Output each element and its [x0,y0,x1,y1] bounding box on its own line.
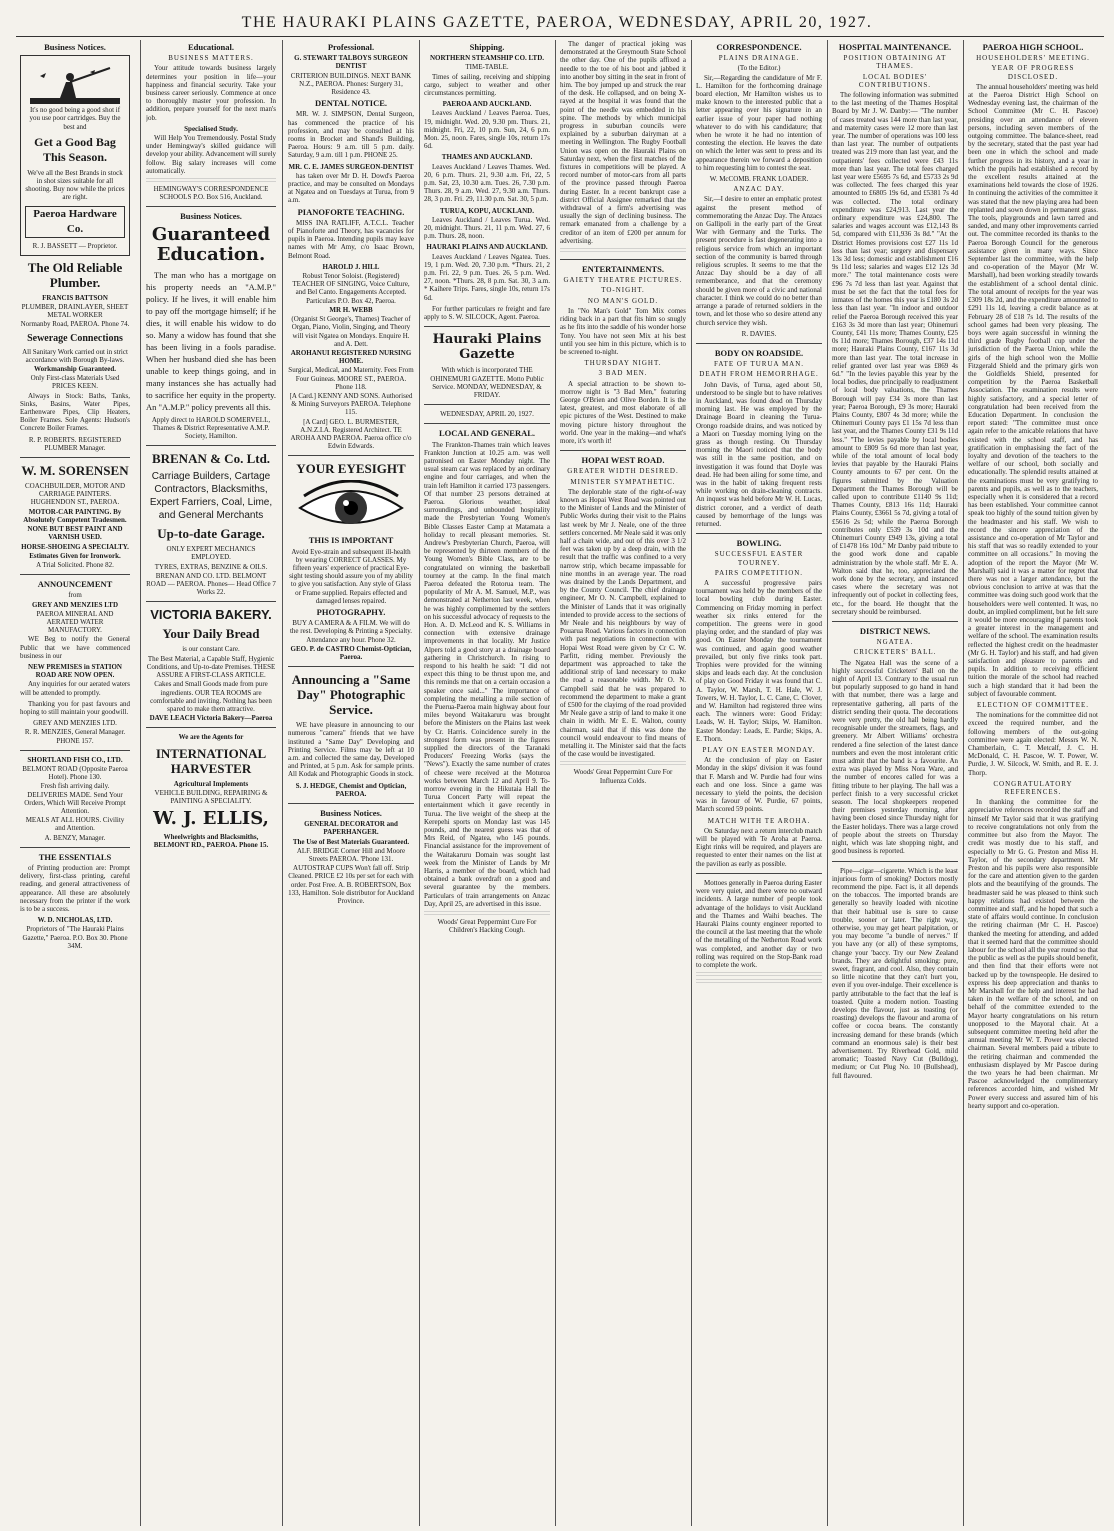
important-body: Avoid Eye-strain and subsequent ill-health by wearing CORRECT GLASSES. My fifteen years' experience of practical Eye-sight testing should assure you of my ability to give you satisfaction. Any style of Glass or Frame supplied. Repairs effected and damaged lenses repaired. [289,547,413,605]
divider [146,727,276,728]
local-general-headline: LOCAL AND GENERAL. [438,428,536,439]
bowling-headline: BOWLING. [736,538,782,549]
menzies-manager: R. R. MENZIES, General Manager. PHONE 157. [24,728,126,745]
implements-line: Agricultural Implements [173,779,249,788]
column-professional [288,40,414,1526]
photography-headline: PHOTOGRAPHY. [316,606,386,617]
ngatea-subhead: NGATEA. [876,638,914,647]
roberts-manager: R. P. ROBERTS. REGISTERED PLUMBER Manager. [28,435,122,452]
hauraki-plains-auckland: HAURAKI PLAINS AND AUCKLAND. [426,243,548,252]
kenny-card: [A Card.] KENNY AND SONS. Authorised & Mining Surveyors PAEROA. Telephone 115. [289,391,413,417]
column-educational [146,40,276,1526]
divider [424,326,550,327]
ngatea-body: The Ngatea Hall was the scene of a highly successful Cricketers' Ball on the night of April 13. Contrary to the usual run but popularly supposed to go hand in hand with that number, there was a large and representative gathering, all parts of the district sending their quota. The decorations were very pretty, the old hall being hardly recognisable under the streamers, flags, and greenery. Mr Albert Williams' orchestra rendered a fine selection of the latest dance numbers and even the most intolerant critic must admit that the band is a favourite. An extra was played by Miss Nora Ware, and the number of encores called for was a fitting tribute to her playing. The hall was a perfect finish to a very successful cricket season. The local shopkeepers reopened their premises yesterday morning, after having been closed since Thursday night for the Easter holidays. There was a large crowd of people about the streets on Thursday night, which was late shopping night, and good business is reported. [832,658,958,856]
minister-subhead: MINISTER SYMPATHETIC. [570,477,676,486]
hardware-proprietor: R. J. BASSETT — Proprietor. [32,241,118,250]
business-matters-headline: BUSINESS MATTERS. [168,54,254,63]
body-roadside-headline: BODY ON ROADSIDE. [714,347,804,358]
battson-address: Normanby Road, PAEROA. Phone 74. [20,320,130,329]
hedge-name: S. J. HEDGE, Chemist and Optician, PAEROA. [295,781,407,798]
column-hospital [832,40,958,1526]
hauraki-times: Leaves Auckland / Leaves Ngatea. Tues. 19, 1 p.m. Wed. 20, 7.30 p.m. *Thurs. 21, 2 p.m. Fri. 22, 9 p.m. Tues. 26, 5 p.m. Wed. 27, noon. *Thurs. 28, 8 p.m. Sat. 30, 3 a.m. * Kaihere Trips. Fares, single 10s, return 17s 6d. [424,252,550,302]
business-matters-body: Your attitude towards business largely determines your position in life—your happiness and financial security. Take your business career seriously. Commence at once to thoroughly master your profession. In addition, prepare yourself for the next man's job. [146,64,276,122]
column-correspondence [696,40,822,1526]
webb-name: MR H. WEBB [329,305,373,314]
meals-notice: MEALS AT ALL HOURS. Civility and Attention. [25,816,125,833]
easter-tourney: SUCCESSFUL EASTER TOURNEY. [714,550,804,567]
woods-advert: Woods' Great Peppermint Cure For Influenza Colds. [573,768,673,785]
trial-notice: A Trial Solicited. Phone 82. [36,560,114,569]
hemingway-address: HEMINGWAY'S CORRESPONDENCE SCHOOLS P.O. Box 516, Auckland. [153,185,269,202]
year-progress: YEAR OF PROGRESS DISCLOSED. [991,64,1075,81]
dateline: WEDNESDAY, APRIL 20, 1927. [440,410,534,419]
further-particulars: For further particulars re freight and fare apply to S. W. SILCOCK, Agent. Paeroa. [424,304,550,322]
guaranteed-education-headline: Guaranteed Education. [151,223,271,265]
turua-times: Leaves Auckland / Leaves Turua. Wed. 20, midnight. Thurs. 21, 11 p.m. Wed. 27, 6 p.m. Thurs. 28, noon. [424,215,550,241]
gazette-subtitle: With which is incorporated THE OHINEMURI GAZETTE. Motto Public Service. MONDAY, WEDNESDAY, & FRIDAY. [430,366,544,399]
divider [424,423,550,424]
pipe-advert-body: Pipe—cigar—cigarette. Which is the least injurious form of smoking? Doctors mostly recommend the pipe. Fact is, it all depends on the tobaccos. The imported brands are generally so heavily loaded with nicotine that their habitual use is sure to cause trouble, sooner or later. The right way, otherwise, you may get heart palpitation, or you may become "a bundle of nerves." If you have any (or all) of these symptoms, change your 'baccy. Try our New Zealand brands. They are delightful smoking: pure, sweet, fragrant, and cool. Also, they contain so little nicotine that they can't hurt you, even if you over-indulge. Their excellence is partly attributable to the fact that the leaf is toasted. Quite a modern notion. Toasting develops the flavour, just as toasting (or roasting) develops the flavour and aroma of coffee or cocoa beans. The constantly increasing demand for these brands (which command an enormous sale) is their best advertisement. Try Riverhead Gold, mild aromatic; Toasted Navy Cut (Bulldog), medium; or Cut Plug No. 10 (Bullshead), full flavoured. [832,866,958,1080]
ellis-body: Wheelwrights and Blacksmiths, BELMONT RD., PAEROA. Phone 15. [153,833,269,850]
bread-body: The Best Material, a Capable Staff, Hygienic Conditions, and Up-to-date Premises. THESE ASSURE A FIRST-CLASS ARTICLE. [146,654,276,680]
section-heading: Shipping. [469,42,505,52]
benzy-manager: A. BENZY, Manager. [44,833,106,842]
bag-body: We've all the Best Brands in stock in shot sizes suitable for all shooting. Buy now while the prices are right. [25,168,125,202]
nicholas-name: W. D. NICHOLAS, LTD. [37,916,113,925]
hospital-headline: HOSPITAL MAINTENANCE. [838,42,952,52]
column-rule [827,40,828,1526]
plumber-headline: The Old Reliable Plumber. [27,259,123,290]
timetable-body: Times of sailing, receiving and shipping cargo, subject to weather and other circumstances permitting. [424,72,550,98]
election-committee: ELECTION OF COMMITTEE. [976,701,1090,710]
james-body: has taken over Mr D. H. Dowd's Paeroa practice, and may be consulted on Mondays at Ngatea and on Tuesdays at Turua, from 9 a.m. [288,171,414,205]
congratulatory-references: CONGRATULATORY REFERENCES. [993,779,1073,797]
divider [146,206,276,207]
column-news [560,40,686,1526]
important-headline: THIS IS IMPORTANT [308,535,394,546]
arohanui-name: AROHANUI REGISTERED NURSING HOME. [290,348,412,366]
announcement-from: from [68,591,82,600]
essentials-headline: THE ESSENTIALS [38,851,112,862]
te-aroha-match: MATCH WITH TE AROHA. [707,816,811,825]
correspondence-headline: CORRESPONDENCE. [716,42,802,52]
section-heading: Professional. [327,42,375,52]
brenan-services: Carriage Builders, Cartage Contractors, Blacksmiths, Expert Farriers, Coal, Lime, and General Merchants [149,471,273,522]
to-the-editor: (To the Editor.) [737,64,781,73]
brenan-address: BRENAN AND CO. LTD. BELMONT ROAD — PAEROA. Phones— Head Office 7 Works 22. [146,571,276,597]
no-mans-gold: NO MAN'S GOLD. [587,296,659,305]
turua-kopu: TURUA, KOPU, AUCKLAND. [440,206,534,215]
fish-company: SHORTLAND FISH CO., LTD. [27,755,123,764]
grey-menzies-sign: GREY AND MENZIES LTD. [33,719,117,728]
anzac-signature: R. DAVIES. [741,329,777,338]
hemorrhage: DEATH FROM HEMORRHAGE. [699,370,819,379]
column-high-school [968,40,1098,1526]
hardware-ad [20,55,130,256]
divider [832,621,958,622]
divider [288,803,414,804]
news-body: The danger of practical joking was demonstrated at the Greymouth State School the other day. One of the pupils affixed a needle to the toe of his boot and jabbed it into another boy sitting in the seat in front of him. The boy jumped up and struck the rear of the desk. He collapsed, and on being X-rayed at the hospital it was found that the point of the needle was embedded in his spine. The methods by which municipal progress in suburban councils were explained by a suburban dairyman at a meeting in Wellington. The Rugby Football Union was open on the Hauraki Plains on Saturday next, when the first matches of the fixtures in competitions will be played. A record number of motor-cars from all parts of the province passed through Paeroa during Easter. In a recent bankrupt case a district Official Assignee remarked that the withdrawal of a firm's advertising was usually the sign of declining business. The remark emanated from a challenge by a creditor of an item of £200 per annum for advertising. [560,40,686,245]
column-shipping [424,40,550,1526]
aerated-water: PAEROA MINERAL AND AERATED WATER MANUFACTORY. [36,609,114,635]
body-roadside-body: John Davis, of Turua, aged about 50, understood to be single but to have relatives in Auckland, was found dead on Thursday morning last. He was employed by the Drainage Board in cleaning the Turua-Orongo roadside drains, and was noticed by a Maori on Tuesday morning lying on the grass as though resting. On Thursday morning the Maori noticed that the body was still in the same position, and on investigation it was found that Doyle was dead. He had been ailing for some time, and was in the habit of taking frequent rests while working on drain-cleaning contracts. An inquest was held before Mr W. H. Lucas, district coroner, and a verdict of death caused by hemorrhage of the lungs was returned. [696,380,822,528]
pianoforte-body: MISS INA RATLIFF, A.T.C.L. Teacher of Pianoforte and Theory, has vacancies for pupils in Paeroa. Intending pupils may leave names with Mr Amy, c/o Isaac Brown, Belmont Road. [288,218,414,260]
masthead-rule [16,36,1104,37]
james-name: MR. C. E. JAMES SURGEON-DENTIST [288,162,414,171]
harvester-headline: INTERNATIONAL HARVESTER [155,745,267,776]
householders-meeting: HOUSEHOLDERS' MEETING. [976,54,1090,63]
local-general-body: The Frankton-Thames train which leaves Frankton Junction at 10.25 a.m. was well patronised on Easter Monday night. The usual steam car was replaced by an ordinary engine and four carriages, and when the train left Hamilton it carried 173 passengers. Of that number 23 persons detrained at Paeroa. Glorious weather, ideal surroundings, and unbounded hospitality made the Presbyterian Young Women's Bible Classes Easter Camp at Matamata a holiday to recall pleasant memories. St. Andrew's Presbyterian Church, Paeroa, will be represented by thirteen members of the Young Women's Bible Class, are to be congratulated on winning the basketball tourney at the camp. In the final match Paeroa defeated the Rotorua team. The popularity of Mr A. M. Samuel, M.P., was demonstrated at Netherton last week, when he was highly complimented by the settlers on his successful advocacy of requests to the Hon. A. D. McLeod and K. S. Williams in connection with extensive drainage improvements in that locality. Mr Justice Alpers told a good story at a drainage board gathering in Christchurch. In rising to respond to his health he said: "I did not expect this thing to be thrust upon me, and this reminds me that on a certain occasion a speaker once said..." The importance of completing the metalling a mile section of the Puerua-Paeroa main highway about four miles beyond Waitakaruru was brought before the Ministers on the Plains last week by Cr. Harris. Coincidence surely in the strongest form was present in the figures supplied the directors of the Taranaki Producers' Freezing Works (says the "News"). Exactly the same number of crates of cheese were received at the Moturoa works between March 12 and April 9. To-morrow evening in the Hikutaia Hall the Turua Concert Party will repeat the entertainment which it gave recently in Turua. The live weight of the sheep at the Kerepehi sports on Monday last was 145 pounds, and the nearest guess was that of Mrs Reid, of Ngatea, who 145 pounds. Financial assistance for the improvement of the Waitakaruru Domain was sought last week from the Minister of Lands by Mr Harris, a member of the board, which had obtained a bank overdraft on a good and several guarantee by the members. Particulars of train arrangements on Anzac Day, April 25, are advertised in this issue. [424,440,550,908]
battson-trade: PLUMBER, DRAINLAYER, SHEET METAL WORKER [21,303,129,320]
hopai-headline: HOPAI WEST ROAD. [581,455,665,466]
divider [288,666,414,667]
column-rule [140,40,141,1526]
divider [560,450,686,451]
notify-text: WE Beg to notify the General Public that we have commenced business in our [20,635,130,660]
agents-line: We are the Agents for [178,733,244,742]
plains-drainage: PLAINS DRAINAGE. [718,54,800,63]
column-rule [691,40,692,1526]
tonight: TO-NIGHT. [601,286,645,295]
talboys-name: G. STEWART TALBOYS SURGEON DENTIST [294,54,408,71]
mechanics-notice: ONLY EXPERT MECHANICS EMPLOYED. [166,545,256,562]
eye-illustration-icon [296,480,406,532]
entertainments-headline: ENTERTAINMENTS. [582,264,664,275]
specialised-study-body: Will Help You Tremendously. Postal Study under Hemingway's skilled guidance will develop your ability. Advancement will surely follow. Big salary increases will come automatically. [146,134,276,175]
paeroa-auckland: PAEROA AND AUCKLAND. [442,100,532,109]
cricketers-ball: CRICKETERS' BALL. [853,648,937,657]
webb-body: (Organist St George's, Thames) Teacher of Organ, Piano, Violin, Singing, and Theory will visit Ngatea on Mondays. Enquire H. and A. Dett. [291,315,411,348]
three-bad-men-body: A special attraction to be shown to-morrow night is "3 Bad Men," featuring George O'Brien and Olive Borden. It is the latest, greatest, and most elaborate of all epic pictures of the West. Destined to make moving picture history throughout the world. One year in the making—and what's more, it's worth it! [560,379,686,445]
drainage-signatures: W. McCOMB. FRANK LOADER. [709,175,809,184]
bag-headline: Get a Good Bag This Season. [34,134,116,164]
hill-body: Robust Tenor Soloist. (Registered) TEACHER OF SINGING, Voice Culture, and Bel Canto. Engagements Accepted. Particulars P.O. Box 42, Paeroa. [292,272,410,305]
leach-name: DAVE LEACH Victoria Bakery—Paeroa [149,714,273,723]
column-rule [419,40,420,1526]
dental-notice-body: MR. W. J. SIMPSON, Dental Surgeon, has commenced the practice of his profession, and may be consulted at his rooms in Brocket and Shand's Building, Paeroa. Hours: 9 a.m. till 5 p.m. daily. Saturday, 9 a.m. till 1 p.m. PHONE 25. [288,110,414,160]
motorcar-painting: MOTOR-CAR PAINTING. By Absolutely Competent Tradesmen. [23,507,127,524]
divider [288,455,414,456]
column-rule [963,40,964,1526]
bowling-body: A successful progressive pairs tournament was held by the members of the local bowling club during Easter. Commencing on Friday morning in perfect weather six rinks entered for the competition. The greens were in good playing order, and the standard of play was good. On Easter Monday the tournament was continued, and again good weather prevailed, but only five rinks took part. Trophies were provided for the winning skips and leads each day. At the conclusion of play on Good Friday it was found that C. A. Taylor, W. Marsh, T. H. Hale, W. J. Towers, W. H. Taylor, L. C. Cane, C. Clover, and W. Hamilton had registered three wins each. The winners were: Good Friday: Leads, W. H. Taylor; Skips, W. Hamilton. Easter Monday: Leads, E. Pardie; Skips, A. E. Thorn. [696,578,822,743]
divider [424,404,550,405]
hospital-body: The following information was submitted to the last meeting of the Thames Hospital Board by Mr J. W. Danby:— "The number of cases treated was 144 more than last year, and maternity cases were 12 more than last year. The number of operations was 100 less than last year. The number of outpatients treated was 219 more than last year, and the outpatients' fees collected were £43 11s more than last year. The total fees charged last year were £5695 7s 6d, and £5733 2s 9d was collected. The fees charged this year amounted to £6805 19s 6d, and £5381 7s 4d was collected. The total ordinary expenditure was £24,913. Last year the ordinary expenditure was £24,800. The salaries and wages account was £12,143 8s 5d, compared with £11,936 3s 8d." "At the District Homes provisions cost £27 11s 1d less than last year; surgery and dispensary 13s 3d less; domestic and establishment £16 9s 11d less; salaries and wages £12 12s 3d more." The total maintenance costs were £96 7s 7d less than last year. Against that must be set the fact that the total fees for inmates of the homes this year is £180 3s 2d less than last year. "In indoor and outdoor relief the Paeroa Borough received this year £163 3s 3d more than last year; Ohinemuri County, £41 11s more; Thames County, £25 0s 11d more; Thames Borough, £37 14s 11d more; Hauraki Plains County, £167 11s 3d more than last year. The total increase in relief granted over last year was £869 4s 6d." "In the levies payable this year by the local bodies, due principally to readjustment of local body valuations, the Thames Borough will pay £34 3s more than last year; Paeroa Borough, £9 3s more; Hauraki Plains County, £807 4s 3d more; while the Ohinemuri County pays £1 15s 7d less than last year, and the Thames County £31 9s 11d less." "The levies payable by local bodies amount to £809 5s 6d more than last year, while of the total amount of local body levies that payable by the Hauraki Plains County amounts to 67 per cent. On the figures submitted by the Valuation Department the Thames Borough will be called upon to contribute £1140 9s 11d; Thames County, £813 16s 11d; Hauraki Plains County, £3661 5s 7d, giving a total of £5616 2s 5d; while the Paeroa Borough contributes only £539 3s 10d and the Ohinemuri County £949 13s, giving a total of £1478 16s 10d." Mr Danby paid tribute to the good work done and capable administration by the whole staff. Mr E. A. Walton said that he, too, appreciated the work done by the secretary, and instanced cases where the secretary was not infrequently out of pocket in collecting fees, etc., for the board. He thought that the secretary should be reimbursed. [832,91,958,616]
section-heading-2: Business Notices. [180,211,242,222]
hopai-body: The deplorable state of the right-of-way known as Hopai West Road was pointed out to the Minister of Lands and the Minister of Public Works during their visit to the Plains last week by Mr J. Neale, one of the three settlers concerned. Mr Neale said it was only half a chain wide, and out of this over 3 1/2 feet was taken up by a deep drain, with the result that the traffic was confined to a very narrow strip, which became impassable for nine months in an average year. The road was drained by the Lands Department, and by the County Council. The chief drainage engineer, Mr O. N. Campbell, explained to the Minister of Lands that it was originally intended to provide access to the sections of Mr Neale and his neighbours by way of Pouarua Road. Various factors in connection with past negotiations in connection with Hopai West Road were given by Cr C. W. Parfitt, riding member. Previously the department was approached to take the additional strip of land necessary to make the road a reasonable width. Mr O. N. Campbell said that he was prepared to recommend the department to make a grant of £500 for the clayimg of the road provided Mr Neale gave a strip of land to make it one chain in width. Mr E. E. Walton, county chairman, said that if this was done the council would endeavour to find means of metalling it. The Minister said that the facts of the case would be investigated. [560,487,686,759]
cakes-body: Cakes and Small Goods made from pure ingredients. OUR TEA ROOMS are comfortable and inviting. Nothing has been spared to make them attractive. [150,680,272,713]
gaiety-theatre: GAIETY THEATRE PICTURES. [563,276,683,285]
divider [560,259,686,260]
sorensen-trade: COACHBUILDER, MOTOR AND CARRIAGE PAINTERS. HUGHENDON ST., PAEROA. [24,482,126,507]
autostrop-notice: AUTOSTRAP CUPS Won't fall off. Strip Cleaned. PRICE £2 10s per set for each with order. Post Free. A. B. ROBERTSON, Box 133, Hamilton. Sole distributor for Auckland Province. [288,864,414,906]
ironwork-notice: Estimates Given for Ironwork. [29,551,121,560]
inquiries-text: Any inquiries for our aerated waters will be attended to promptly. [20,680,130,697]
divider [696,533,822,534]
high-school-headline: PAEROA HIGH SCHOOL. [982,42,1084,52]
steamship-company: NORTHERN STEAMSHIP CO. LTD. [429,54,545,63]
somervell-contact: Apply direct to HAROLD SOMERVELL, Thames & District Representative A.M.P. Society, Hamilton. [151,415,271,441]
hardware-name: Paeroa Hardware Co. [25,206,125,238]
thanking-text: Thanking you for past favours and hoping to still maintain your goodwill. [20,699,130,716]
drainage-letter: Sir,—Regarding the candidature of Mr F. L. Hamilton for the forthcoming drainage board election, Mr Hamilton wishes us to make known to the interested public that a letter appearing over his signature in an earlier issue of your paper had nothing whatever to do with his candidature; that when he wrote it he had no intention of contesting the election. He leaves the date on which the letter was sent to press and its appearance therein we forward a deposition to him requesting him to contest the seat. [696,73,822,172]
turua-man: FATE OF TURUA MAN. [713,360,805,369]
new-premises: NEW PREMISES in STATION ROAD ARE NOW OPEN. [28,662,122,680]
easter-monday-play: PLAY ON EASTER MONDAY. [702,746,816,755]
hopai-subhead: GREATER WIDTH DESIRED. [567,467,679,476]
specialised-study: Specialised Study. [184,124,238,133]
garage-headline: Up-to-date Garage. [157,526,265,542]
talboys-address: CRITERION BUILDINGS. NEXT BANK N.Z., PAEROA. Phones: Surgery 31, Residence 43. [290,71,412,97]
position-thames: POSITION OBTAINING AT THAMES. [843,54,947,71]
column-rule [555,40,556,1526]
victoria-bakery-headline: VICTORIA BAKERY. [150,607,272,623]
guaranteed-education-body: The man who has a mortgage on his property needs an "A.M.P." policy. If he lives, it will enable him to pay off the mortgage himself; if he dies, it will enable his widow to do so. Many a widow has found that she has been living in a fools paradise. When her husband died she has been unable to keep things going, and in many instances she has actually had to sacrifice her equity in the property. An "A.M.P." policy prevents all this. [146,269,276,412]
daily-bread-sub: is our constant Care. [182,645,240,654]
stock-list: Always in Stock: Baths, Tanks, Sinks, Basins, Water Pipes, Earthenware Pipes, Clip Heaters, Boiler Frames. Sole Agents: Hudson's Concrete Boiler Frames. [20,391,130,433]
misc-news-body: Mottoes generally in Paeroa during Easter were very quiet, and there were no outward incidents. A large number of people took advantage of the holidays to visit Auckland and the Thames and Waihi beaches. The Hauraki Plains county engineer reported to the council at the last meeting that the whole of the metalling of the Netherton Road work was completed, and another day or two rolling was required on the Stop-Bank road to complete the work. [696,878,822,969]
section-heading: Educational. [187,42,235,52]
hunter-illustration-icon [30,62,120,104]
photography-body: BUY A CAMERA & A FILM. We will do the rest. Developing & Printing a Specialty. Attendance any hour. Phone 32. [289,619,413,644]
sorensen-name: W. M. SORENSEN [21,463,129,479]
paeroa-auckland-times: Leaves Auckland / Leaves Paeroa. Tues, 19, midnight. Wed. 20, 9.30 pm. Thurs. 21, midnight. Fri, 22, 10 p.m. Sun, 24, 6 p.m. Mon. 25, noon. Fares, single 10s, return 17s 6d. [424,109,550,151]
arohanui-body: Surgical, Medical, and Maternity. Fees From Four Guineas. MOORE ST., PAEROA. Phone 118. [288,366,414,391]
timetable-headline: TIME-TABLE. [465,63,509,72]
pianoforte-headline: PIANOFORTE TEACHING. [297,206,405,217]
congratulatory-body: In thanking the committee for the appreciative references recorded the staff and himself Mr Taylor said that it was gratifying to receive congratulations not only from the committee but also from the Mayor. The credit was mostly due to his staff, and especially to Mr G. G. Preston and Miss H. Taylor, of the secondary department. Mr Preston and his pupils were also responsible for the care and attention given to the garden plots and the beautifying of the grounds. The headmaster said he was pleased to think such happy relations had existed between the committee and staff, and he hoped that such a state of affairs would continue. In conclusion the retiring chairman (Mr C. H. Pascoe) thanked the meeting for attending, and added that it seemed hard that the committee should labour for the school all the year round so that the public as well as the pupils should benefit, and then find that their efforts were not backed up by the townspeople. He desired to express his deep appreciation and thanks to Mr Marshall for the help and interest he had taken in the welfare of the school, and on behalf of the committee extended to the Mayor hearty congratulations on his return unopposed to the Mayoral chair. At a subsequent committee meeting held after the annual meeting Mr W. T. Power was elected chairman. Several members paid a tribute to the retiring chairman and commended the enthusiasm displayed by Mr Pascoe during the two years he had been chairman. Mr Pascoe acknowledged the complimentary references accorded him, and wished Mr Power every success and assured him of his hearty support and co-operation. [968,798,1098,1110]
tyres-notice: TYRES, EXTRAS, BENZINE & OILS. [154,562,268,571]
varnish-notice: NONE BUT BEST PAINT AND VARNISH USED. [27,525,123,542]
high-school-body: The annual householders' meeting was held at the Paeroa District High School on Wednesday evening last, the chairman of the School Committee (Mr C. H. Pascoe) presiding over an attendance of eleven persons, including seven members of the outgoing committee. The balance-sheet, read by the secretary, stated that the past year had been one in which the school and made further progress in its history, and a year in which the pupils had established a record by the excellent results attained at the examinations held towards the close of 1926. In continuing the activities of the committee it was stated that the new playing area had been replanted and sown down in permanent grass. The tools, playgrounds and lawn tarred and sanded, and many other improvements carried out. The committee recorded its thanks to the Paeroa Borough Council for the generous assistance given in many ways. Since September last the committee, with the help and co-operation of the Mayor (Mr W. Marshall), had been working steadily towards the establishment of a school dental clinic. The total amount of receipts for the year was £309 18s 2d, and the expenditure amounted to £291 11s 1d, leaving a credit balance as at February 28 of £18 7s 1d. The results of the school games had been very pleasing. The boys were again successful in winning the third grade Rugby football cup under the jurisdiction of the Paeroa Union, while the girls of the high school won the Mollie Fitzgerald Shield and the primary girls won the Goldfields Shield, presented for competition by the Paeroa Basketball Association. The examination results were highly satisfactory, and a special letter of congratulation had been received from the Education Department. In conclusion the report stated: "The committee must once again refer to the amicable relations that have existed with the school staff, and has gratification in emphasising the fact of the loyalty and devotion of the teachers to the welfare of our school, both socially and educationally. The splendid results attained at the examinations must be very gratifying to parents and pupils, as well as to the teachers, especially when it is considered that a record has been established. Your committee cannot speak too highly of the sound tuition given by the headmaster and his staff. We wish to record the sincere appreciation of the assistance and co-operation of Mr Taylor and his staff that was so readily extended to your committee on all occasions." In moving the adoption of the report the Mayor (Mr W. Marshall) said it was a matter for regret that there was not a larger attendance, but the obvious conclusion to arrive at was that the committee was doing such good work that the householders were well contented. It was, no doubt, an implied compliment, but he felt sure it would be more encouraging if parents took a greater interest in the management and welfare of the school. The examination results reflected the highest credit on the headmaster (Mr G. H. Taylor) and his staff, and had given satisfaction and pleasure to parents and pupils. In addition to receiving efficient tuition the morale of the school had reached such a high standard that it had been the subject of favourable comment. [968,82,1098,698]
decorator-headline: GENERAL DECORATOR and PAPERHANGER. [304,820,398,837]
text-lines [424,911,550,917]
anzac-day: ANZAC DAY. [733,185,785,194]
de-castro-name: GEO. P. de CASTRO Chemist-Optician, Paeroa. [290,644,412,661]
anzac-letter: Sir,—I desire to enter an emphatic protest against the present method of commemorating the Anzac Day. The Anzacs on Gallipoli in the early part of the Great War with Germany and the Turks. The present procedure is fast degenerating into a religious service from which an important section of the community is barred through religious scruples. It seems to me that the Anzac Day should be a day of all rememberance, and that the ceremony should be given more of a civic and national character. I think we could do no better than arrange a parade of returned soldiers in the town, and let those who so desire attend any church service they wish. [696,195,822,327]
pairs-competition: PAIRS COMPETITION. [714,568,804,577]
te-aroha-body: On Saturday next a return interclub match will be played with Te Aroha at Paeroa. Eight rinks will be required, and players are requested to enter their names on the list at the pavilion as early as possible. [696,826,822,868]
daily-bread: Your Daily Bread [162,626,260,642]
divider [20,574,130,575]
fish-body: Fresh fish arriving daily. DELIVERIES MADE. Send Your Orders, Which Will Receive Prompt Attention. [24,782,126,815]
same-day-headline: Announcing a "Same Day" Photographic Service. [291,672,411,718]
divider [20,457,130,458]
battson-name: FRANCIS BATTSON [42,293,108,302]
thursday-night: THURSDAY NIGHT. [584,359,662,368]
workmanship-headline: Workmanship Guaranteed. [33,365,117,374]
section-heading: Business Notices. [44,42,106,52]
local-contributions: LOCAL BODIES' CONTRIBUTIONS. [858,72,932,89]
hill-name: HAROLD J. HILL [322,262,380,271]
easter-monday-body: At the conclusion of play on Easter Monday in the skips' division it was found that F. Marsh and W. Purdie had four wins each and one loss. Since a game was necessary to yield the points, the decision was in favour of W. Purdie, 67 points, March scored 59 points. [696,756,822,814]
bag-intro: It's no good being a good shot if you use poor cartridges. Buy the best and [29,106,121,131]
gazette-nameplate: Hauraki Plains Gazette [432,332,542,363]
grey-menzies-name: GREY AND MENZIES LTD [31,600,119,609]
divider [20,750,130,751]
sewerage-body: All Sanitary Work carried out in strict accordance with Borough By-laws. [22,347,128,364]
text-lines [560,761,686,767]
brenan-headline: BRENAN & Co. Ltd. [151,451,271,467]
divider [696,873,822,874]
dental-notice-headline: DENTAL NOTICE. [314,98,388,109]
ellis-name: W. J. ELLIS, [153,808,269,830]
text-lines [696,979,822,985]
announcement-headline: ANNOUNCEMENT [37,579,113,590]
masthead: THE HAURAKI PLAINS GAZETTE, PAEROA, WEDNESDAY, APRIL 20, 1927. [241,14,873,31]
text-lines [560,248,686,254]
no-mans-gold-body: In "No Man's Gold" Tom Mix comes riding back in a part that fits him so snugly as he fits into the saddle of his wonder horse Tony. You have not seen Mix at his best until you see him in this picture, which is to be screened to-night. [560,306,686,356]
nicholas-body: Proprietors of "The Hauraki Plains Gazette," Paeroa. P.O. Box 30. Phone 34M. [22,925,128,950]
fish-address: BELMONT ROAD (Opposite Paeroa Hotel). Phone 130. [22,764,128,782]
text-lines [696,972,822,978]
burmester-card: [A Card] GEO. L. BURMESTER, A.N.Z.I.A. Registered Architect. TE AROHA AND PAEROA. Paeroa office c/o Edwin Edwards. [290,417,412,451]
divider [146,601,276,602]
sewerage-headline: Sewerage Connections [27,332,123,344]
decorator-body: The Use of Best Materials Guaranteed. [292,837,410,846]
eyesight-headline: YOUR EYESIGHT [296,461,406,477]
divider [696,343,822,344]
section-heading-2: Business Notices. [320,808,382,819]
column-rule [282,40,283,1526]
thames-auckland: THAMES AND AUCKLAND. [441,153,533,162]
woods-advert: Woods' Great Peppermint Cure For Children's Hacking Cough. [437,918,537,935]
divider [832,861,958,862]
divider [20,847,130,848]
district-news-headline: DISTRICT NEWS. [859,626,931,637]
three-bad-men: 3 BAD MEN. [598,369,648,378]
text-lines [146,178,276,184]
workmanship-body: Only First-class Materials Used PRICES KEEN. [30,374,120,391]
bridge-name: ALF. BRIDGE Corner Hill and Moore Streets PAEROA. 'Phone 131. [296,846,406,864]
divider [146,445,276,446]
vehicle-building: VEHICLE BUILDING, REPAIRING & PAINTING A SPECIALITY. [154,788,268,805]
essentials-body: of Printing production are: Prompt delivery, first-class printing, careful reading, and general attractiveness of appearance. All these are absolutely necessary from the printer if the work is to be a success. [20,864,130,914]
thames-auckland-times: Leaves Auckland / Leaves Thames. Wed. 20, 6 p.m. Thurs. 21, 9.30 a.m. Fri, 22, 5 p.m. Sat, 23, 10.30 a.m. Tues. 26, 7.30 p.m. Thurs. 28, 9 a.m. Wed. 27, 9.30 a.m. Thurs. 28, 3 p.m. Fri. 29, 11.30 p.m. Sat. 30, 5 p.m. [424,162,550,204]
election-body: The nominations for the committee did not exceed the required number, and the following members of the out-going committee were again elected: Messrs W. N. Chamberlain, C. T. Metcalf, J. C. H. McDonald, C. H. Pascoe, W. T. Power, W. Purdie, J. W. Silcock, W. Smith, and R. E. J. Thorp. [968,711,1098,777]
same-day-body: WE have pleasure in announcing to our numerous "camera" friends that we have instituted a "Same Day" Developing and Printing Service. Films may be left at 10 a.m. and collected the same day, Developed and Printed, at 5 p.m. Ask for sample prints. All Kodak and Photographic Goods in stock. [288,721,414,779]
horseshoe-notice: HORSE-SHOEING A SPECIALTY. [21,542,129,551]
column-business-notices [20,40,130,1526]
